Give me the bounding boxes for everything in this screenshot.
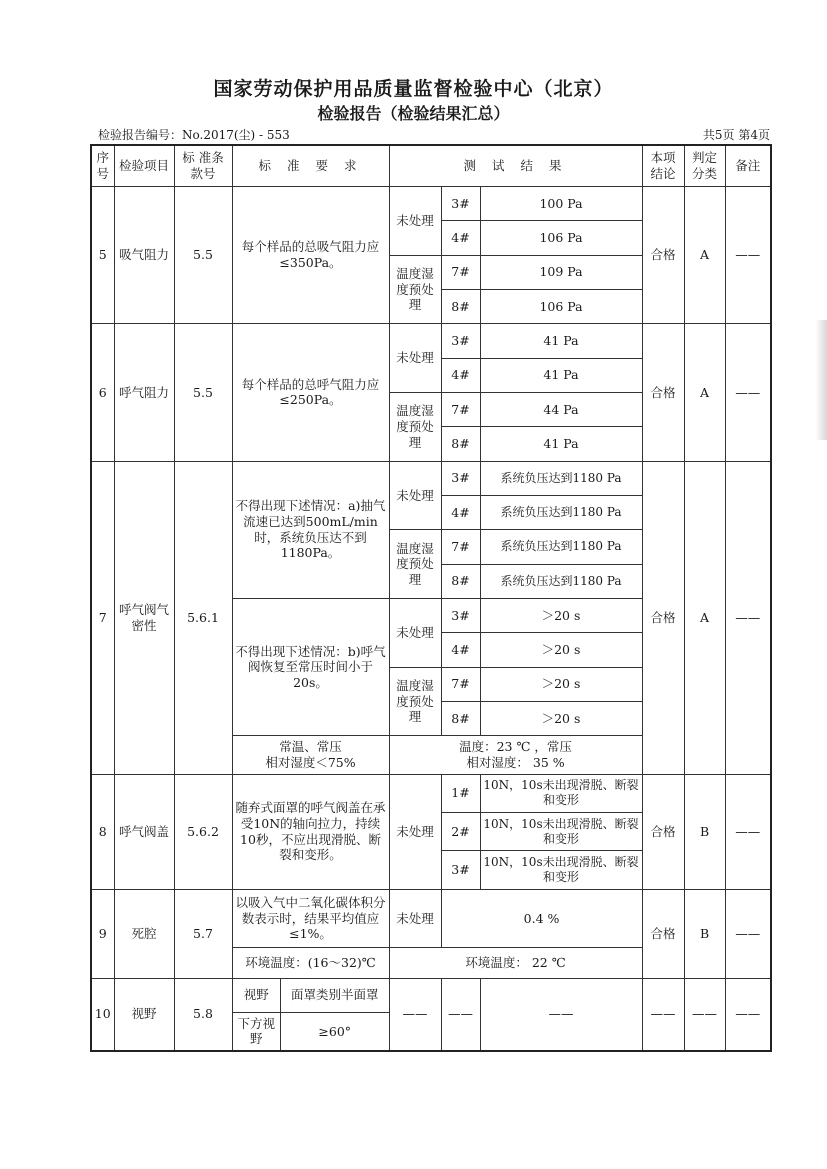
view-subtable [233, 1013, 389, 1050]
table-row [91, 324, 771, 358]
item-cell: 吸气阻力 [114, 186, 174, 323]
sample-cell: 4# [441, 221, 480, 255]
sample-cell: 3# [441, 851, 480, 889]
sample-cell: 3# [441, 598, 480, 632]
col-seq: 序号 [91, 145, 114, 186]
conclusion-cell: 合格 [642, 461, 684, 774]
env-req-line: 相对湿度＜75% [265, 754, 356, 770]
condition-cell: 未处理 [389, 889, 441, 948]
table-row [91, 889, 771, 948]
lower-view-label: 下方视野 [233, 1013, 281, 1050]
sample-cell: 3# [441, 461, 480, 495]
seq-cell: 10 [91, 978, 114, 1051]
condition-cell: 未处理 [389, 461, 441, 530]
remark-cell: —— [725, 978, 771, 1051]
grade-cell: B [684, 889, 725, 978]
value-cell: 106 Pa [480, 289, 642, 323]
conclusion-cell: 合格 [642, 889, 684, 978]
report-subtitle: 检验报告（检验结果汇总） [317, 104, 510, 123]
col-result: 测 试 结 果 [389, 145, 642, 186]
value-cell: 系统负压达到1180 Pa [480, 564, 642, 598]
results-table [90, 144, 772, 1052]
sample-cell: 7# [441, 530, 480, 564]
env-res-line: 温度：23 ℃ ，常压 [459, 739, 572, 755]
table-row [91, 774, 771, 812]
requirement-cell: 每个样品的总呼气阻力应≤250Pa。 [232, 324, 389, 461]
remark-cell: —— [725, 324, 771, 461]
grade-cell: A [684, 324, 725, 461]
clause-cell: 5.7 [174, 889, 232, 978]
value-cell: 41 Pa [480, 358, 642, 392]
clause-cell: 5.6.2 [174, 774, 232, 889]
value-cell: 44 Pa [480, 392, 642, 426]
sample-cell: 3# [441, 186, 480, 220]
sample-cell: 8# [441, 701, 480, 735]
condition-cell: 未处理 [389, 186, 441, 255]
view-label: 视野 [233, 979, 281, 1012]
clause-cell: 5.6.1 [174, 461, 232, 774]
col-requirement: 标 准 要 求 [232, 145, 389, 186]
remark-cell: —— [725, 186, 771, 323]
clause-cell: 5.8 [174, 978, 232, 1051]
env-result-cell [389, 736, 642, 774]
condition-cell: 温度湿度预处理 [389, 530, 441, 599]
table-row [91, 186, 771, 220]
mask-type-label: 面罩类别半面罩 [290, 987, 379, 1003]
table-row [91, 461, 771, 495]
sample-cell: 7# [441, 392, 480, 426]
value-cell: ＞20 s [480, 598, 642, 632]
report-number: 检验报告编号：No.2017(尘) - 553 [98, 128, 290, 142]
value-cell: 10N，10s未出现滑脱、断裂和变形 [480, 851, 642, 889]
value-cell: 10N，10s未出现滑脱、断裂和变形 [480, 812, 642, 850]
value-cell: 系统负压达到1180 Pa [480, 495, 642, 529]
requirement-cell [232, 978, 389, 1012]
condition-cell: 温度湿度预处理 [389, 392, 441, 461]
conclusion-cell: —— [642, 978, 684, 1051]
remark-cell: —— [725, 774, 771, 889]
requirement-cell: 不得出现下述情况：a)抽气流速已达到500mL/min时，系统负压达不到1180Pa。 [232, 461, 389, 598]
col-clause: 标 准条款号 [174, 145, 232, 186]
col-item: 检验项目 [114, 145, 174, 186]
sample-cell: 2# [441, 812, 480, 850]
condition-cell: 未处理 [389, 774, 441, 889]
page-count: 共5页 第4页 [702, 128, 770, 142]
item-cell: 呼气阀盖 [114, 774, 174, 889]
grade-cell: B [684, 774, 725, 889]
value-cell: 0.4 % [441, 889, 642, 948]
conclusion-cell: 合格 [642, 774, 684, 889]
seq-cell: 8 [91, 774, 114, 889]
condition-cell: —— [389, 978, 441, 1051]
sample-cell: 4# [441, 633, 480, 667]
env-req-line: 常温、常压 [279, 739, 342, 755]
scan-shadow [815, 320, 827, 440]
value-cell: 41 Pa [480, 427, 642, 461]
item-cell: 视野 [114, 978, 174, 1051]
remark-cell: —— [725, 889, 771, 978]
sample-cell: 4# [441, 358, 480, 392]
env-requirement-cell [232, 736, 389, 774]
requirement-cell: 以吸入气中二氧化碳体积分数表示时，结果平均值应≤1%。 [232, 889, 389, 948]
lower-view-value: ≥60° [318, 1023, 352, 1039]
grade-cell: A [684, 461, 725, 774]
env-result-cell: 环境温度： 22 ℃ [389, 948, 642, 978]
value-cell: 109 Pa [480, 255, 642, 289]
value-cell: ＞20 s [480, 701, 642, 735]
condition-cell: 温度湿度预处理 [389, 667, 441, 736]
requirement-cell [232, 1012, 389, 1051]
requirement-cell: 随弃式面罩的呼气阀盖在承受10N的轴向拉力，持续10秒，不应出现滑脱、断裂和变形。 [232, 774, 389, 889]
condition-cell: 未处理 [389, 598, 441, 667]
sample-cell: 4# [441, 495, 480, 529]
value-cell: 系统负压达到1180 Pa [480, 461, 642, 495]
sample-cell: 8# [441, 564, 480, 598]
condition-cell: 未处理 [389, 324, 441, 393]
value-cell: 系统负压达到1180 Pa [480, 530, 642, 564]
seq-cell: 5 [91, 186, 114, 323]
value-cell: ＞20 s [480, 633, 642, 667]
seq-cell: 7 [91, 461, 114, 774]
col-grade: 判定分类 [684, 145, 725, 186]
sample-cell: 8# [441, 427, 480, 461]
item-cell: 呼气阀气密性 [114, 461, 174, 774]
value-cell: 10N，10s未出现滑脱、断裂和变形 [480, 774, 642, 812]
conclusion-cell: 合格 [642, 324, 684, 461]
env-requirement-cell: 环境温度：(16～32)℃ [232, 948, 389, 978]
value-cell: ＞20 s [480, 667, 642, 701]
value-cell: 41 Pa [480, 324, 642, 358]
seq-cell: 9 [91, 889, 114, 978]
view-subtable [233, 979, 389, 1012]
value-cell: —— [480, 978, 642, 1051]
sample-cell: 8# [441, 289, 480, 323]
clause-cell: 5.5 [174, 324, 232, 461]
value-cell: 100 Pa [480, 186, 642, 220]
clause-cell: 5.5 [174, 186, 232, 323]
item-cell: 死腔 [114, 889, 174, 978]
env-res-line: 相对湿度： 35 % [466, 754, 565, 770]
grade-cell: A [684, 186, 725, 323]
value-cell: 106 Pa [480, 221, 642, 255]
requirement-cell: 不得出现下述情况：b)呼气阀恢复至常压时间小于20s。 [232, 598, 389, 735]
remark-cell: —— [725, 461, 771, 774]
sample-cell: 7# [441, 255, 480, 289]
sample-cell: 7# [441, 667, 480, 701]
sample-cell: —— [441, 978, 480, 1051]
col-conclusion: 本项结论 [642, 145, 684, 186]
item-cell: 呼气阻力 [114, 324, 174, 461]
sample-cell: 3# [441, 324, 480, 358]
condition-cell: 温度湿度预处理 [389, 255, 441, 324]
org-title: 国家劳动保护用品质量监督检验中心（北京） [213, 78, 614, 100]
grade-cell: —— [684, 978, 725, 1051]
requirement-cell: 每个样品的总吸气阻力应≤350Pa。 [232, 186, 389, 323]
conclusion-cell: 合格 [642, 186, 684, 323]
table-header-row [91, 145, 771, 186]
col-remark: 备注 [725, 145, 771, 186]
table-row [91, 978, 771, 1012]
seq-cell: 6 [91, 324, 114, 461]
sample-cell: 1# [441, 774, 480, 812]
